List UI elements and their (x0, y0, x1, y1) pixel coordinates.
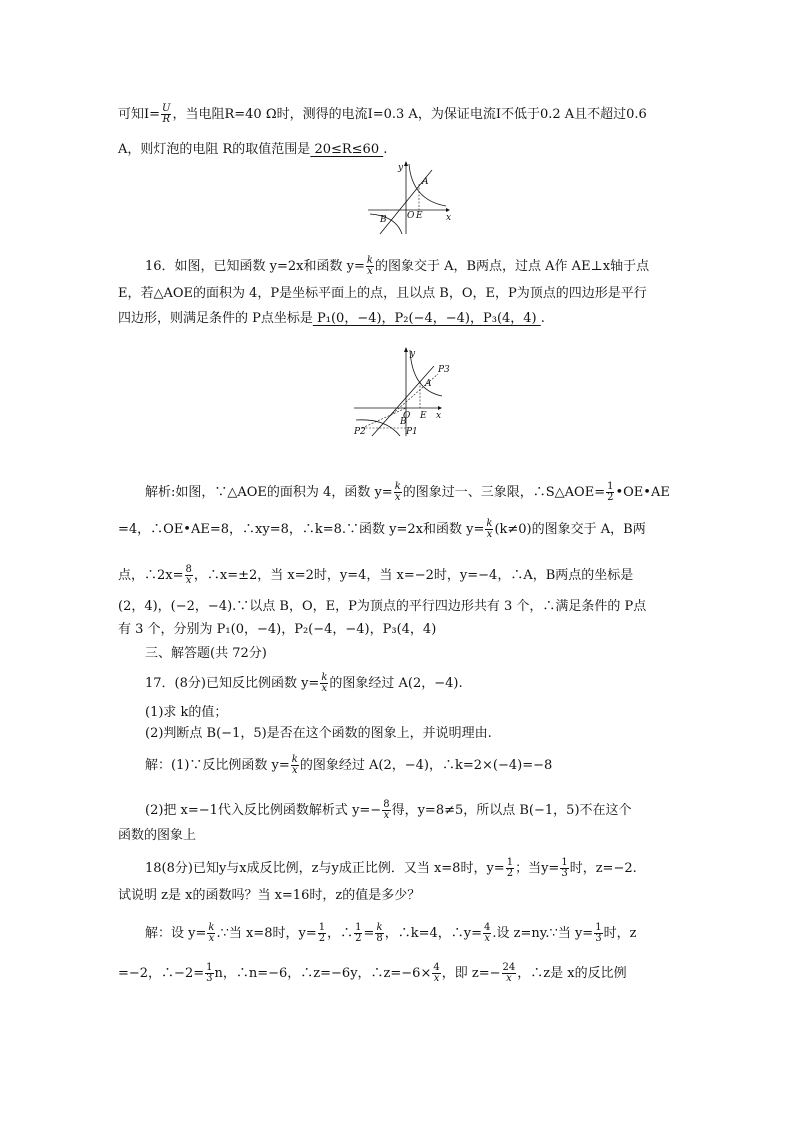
fraction: $\frac{k}{x}$ (486, 518, 493, 540)
fraction: $\frac{k}{x}$ (208, 922, 215, 944)
figure-hyperbola-1 (366, 160, 452, 236)
fraction: $\frac{k}{x}$ (291, 754, 298, 776)
fraction: $\frac{k}{x}$ (321, 672, 328, 694)
fraction: $\frac{1}{3}$ (595, 922, 602, 944)
axis-label-x: x (436, 411, 442, 421)
point-label-b: B (380, 215, 387, 225)
fraction: $\frac{1}{2}$ (355, 922, 362, 944)
point-label-a: A (425, 379, 432, 389)
fraction: $\frac{4}{x}$ (484, 922, 491, 944)
q17-sol2: (2)把 x=−1代入反比例函数解析式 y=− $\frac{8}{x}$ 得，y=8≠5，所以点 B(−1，5)不在这个 (145, 799, 632, 821)
sol16-line4: (2，4)，(−2，−4).∵以点 B，O，E，P为顶点的平行四边形共有 3 个，∴满足条件的 P点 (118, 599, 647, 614)
fraction: $\frac{k}{8}$ (376, 922, 383, 944)
point-label-o: O (407, 211, 415, 221)
q18-line1: 18(8分)已知y与x成反比例，z与y成正比例．又当 x=8时，y= $\frac{1}{2}$ ；当y= $\frac{1}{3}$ 时，z=−2. (145, 857, 637, 879)
fraction: $\frac{8}{x}$ (383, 799, 390, 821)
point-label-a: A (422, 177, 429, 187)
fraction: $\frac{1}{2}$ (506, 857, 514, 879)
q17-sol1: 解：(1)∵反比例函数 y= $\frac{k}{x}$ 的图象经过 A(2，−4)，∴k=2×(−4)=−8 (145, 754, 553, 776)
answer-blank: 20≤R≤60 (310, 142, 384, 157)
fraction: $\frac{1}{2}$ (607, 481, 614, 503)
q18-sol2: =−2，∴−2= $\frac{1}{3}$ n，∴n=−6，∴z=−6y，∴z=−6× $\frac{4}{x}$ ，即 z=− $\frac{24}{x}$ ，∴z是 x的反比例 (118, 962, 627, 984)
q17-sol3: 函数的图象上 (118, 828, 197, 843)
fraction: $\frac{U}{R}$ (162, 103, 171, 125)
sol16-line5: 有 3 个，分别为 P₁(0，−4)，P₂(−4，−4)，P₃(4，4) (118, 622, 437, 637)
q17-part2: (2)判断点 B(−1，5)是否在这个函数的图象上，并说明理由. (145, 726, 492, 741)
fraction: $\frac{k}{x}$ (366, 255, 373, 277)
axis-label-x: x (446, 213, 452, 223)
fraction: $\frac{8}{x}$ (185, 564, 192, 586)
q16-line3: 四边形，则满足条件的 P点坐标是 P₁(0，−4)，P₂(−4，−4)，P₃(4，4) . (118, 311, 545, 326)
sol16-line3: 点，∴2x= $\frac{8}{x}$ ，∴x=±2，当 x=2时，y=4，当 x=−2时，y=−4，∴A，B两点的坐标是 (118, 564, 634, 586)
figure-hyperbola-2 (350, 346, 450, 438)
fraction: $\frac{24}{x}$ (502, 962, 516, 984)
point-label-b: B (400, 417, 407, 427)
q17-part1: (1)求 k的值； (145, 705, 228, 720)
point-label-o: O (403, 411, 411, 421)
q16-line2: E，若△AOE的面积为 4，P是坐标平面上的点，且以点 B，O，E，P为顶点的四边形是平行 (118, 286, 647, 301)
point-label-p3: P3 (438, 365, 450, 375)
axis-label-y: y (398, 163, 404, 173)
axis-label-y: y (410, 349, 416, 359)
p15-line1: 可知I= $\frac{U}{R}$ ，当电阻R=40 Ω时，测得的电流I=0.3 A，为保证电流I不低于0.2 A且不超过0.6 (118, 103, 647, 125)
q18-sol1: 解：设 y= $\frac{k}{x}$ .∵当 x=8时，y= $\frac{1}{2}$ ，∴ $\frac{1}{2}$ = $\frac{k}{8}$ ，∴k=4，∴y= $\frac{4}{x}$ .设 z=ny.∵当 y= $\frac{1}{3}$ 时，z (145, 922, 637, 944)
sol16-line2: =4，∴OE•AE=8，∴xy=8，∴k=8.∵函数 y=2x和函数 y= $\frac{k}{x}$ (k≠0)的图象交于 A，B两 (118, 518, 646, 540)
fraction: $\frac{1}{2}$ (318, 922, 326, 944)
p15-line2: A，则灯泡的电阻 R的取值范围是 20≤R≤60 . (118, 142, 388, 157)
fraction: $\frac{k}{x}$ (394, 481, 401, 503)
point-label-p2: P2 (354, 427, 366, 437)
point-label-p1: P1 (406, 427, 418, 437)
fraction: $\frac{4}{x}$ (433, 962, 440, 984)
fraction: $\frac{1}{3}$ (561, 857, 568, 879)
q16-line1: 16．如图，已知函数 y=2x和函数 y= $\frac{k}{x}$ 的图象交于 A，B两点，过点 A作 AE⊥x轴于点 (145, 255, 650, 277)
answer-blank: P₁(0，−4)，P₂(−4，−4)，P₃(4，4) (312, 311, 541, 326)
point-label-e: E (416, 211, 423, 221)
sol16-line1: 解析:如图，∵△AOE的面积为 4，函数 y= $\frac{k}{x}$ 的图象过一、三象限，∴S△AOE= $\frac{1}{2}$ •OE•AE (145, 481, 670, 503)
point-label-e: E (420, 411, 427, 421)
q17-line1: 17．(8分)已知反比例函数 y= $\frac{k}{x}$ 的图象经过 A(2，−4). (145, 672, 463, 694)
q18-line2: 试说明 z是 x的函数吗？当 x=16时，z的值是多少？ (118, 888, 421, 903)
section-heading: 三、解答题(共 72分) (145, 646, 267, 661)
fraction: $\frac{1}{3}$ (206, 962, 213, 984)
